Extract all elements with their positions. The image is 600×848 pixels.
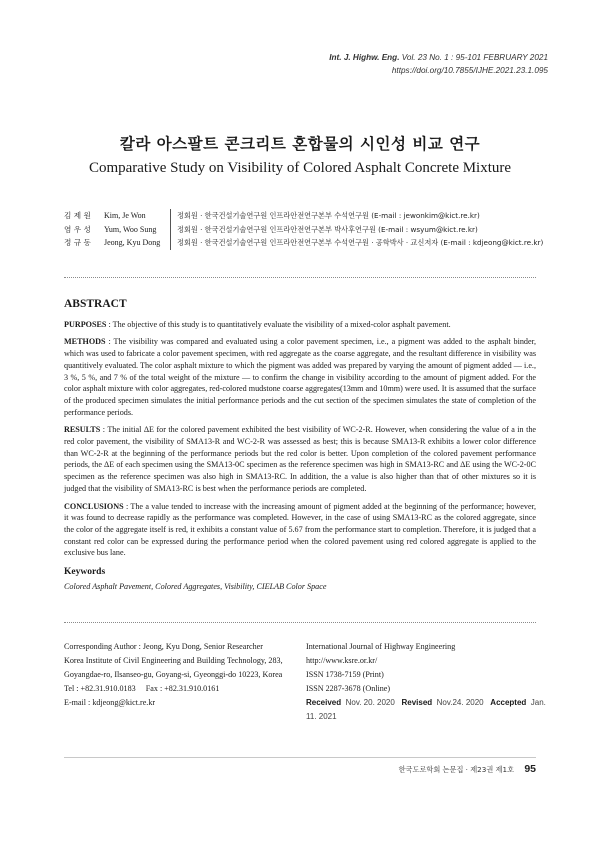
purposes-paragraph	[64, 319, 536, 331]
author-divider	[170, 236, 171, 250]
journal-info-block	[306, 640, 546, 724]
author-row	[64, 236, 543, 250]
author-name-en: Jeong, Kyu Dong	[104, 238, 161, 247]
received-date: Nov. 20. 2020	[345, 698, 395, 707]
section-divider	[64, 277, 536, 278]
section-divider	[64, 622, 536, 623]
purposes-label: PURPOSES	[64, 319, 107, 329]
methods-text: : The visibility was compared and evaluated using a color pavement specimen, i.e., a pigment was added to the asphalt binder, which was used to fabricate a color pavement specimen, with red aggregate as the coarse aggregate, and the resultant difference in visibility was quantitively evaluated. The color asphalt mixture to which the pigment was added was prepared by varying the amount of pigment added — i.e., 3 %, 5 %, and 7 % of the total weight of the mixture — to confirm the change in visibility according to the amount of pigment added. For the color asphalt mixture with color aggregates, red-colored mudstone coarse aggregates(13mm and 10mm) were used. It is assumed that the surface of the produced specimen simulates the initial performance periods and the cut section of the specimen simulates the state of completion of the performance periods.	[64, 337, 536, 417]
abstract-heading: ABSTRACT	[64, 298, 127, 310]
author-name-ko: 염 우 성	[64, 224, 91, 234]
volume-info: Vol. 23 No. 1 : 95-101 FEBRUARY 2021	[401, 53, 548, 62]
methods-label: METHODS	[64, 337, 106, 347]
accepted-date: Jan. 11. 2021	[306, 698, 546, 721]
journal-header	[329, 52, 548, 77]
title-english: Comparative Study on Visibility of Colored Asphalt Concrete Mixture	[88, 160, 512, 176]
author-row	[64, 209, 543, 223]
results-paragraph	[64, 424, 536, 494]
purposes-text: : The objective of this study is to quantitatively evaluate the visibility of a mixed-color asphalt pavement.	[106, 319, 451, 329]
conclusions-text: : The a value tended to increase with the increasing amount of pigment added at the beginning of the performance; however, it was found to decrease rapidly as the performance was completed. However, in the case of using SMA13-RC as the colored aggregate, since the color of the aggregate itself is red, it exhibits a constant value of 5.67 from the performance start to completion. Therefore, it is judged that a constant red color can be expressed during the performance period when the colored pavement using red colored aggregate is applied to the exclusive bus lane.	[64, 501, 536, 558]
page-number: 95	[524, 763, 536, 775]
journal-url[interactable]: http://www.ksre.or.kr/	[306, 656, 378, 665]
revised-label: Revised	[401, 698, 433, 707]
page-footer	[399, 763, 536, 775]
received-label: Received	[306, 698, 342, 707]
keywords-text: Colored Asphalt Pavement, Colored Aggregates, Visibility, CIELAB Color Space	[64, 581, 327, 591]
address-line: Korea Institute of Civil Engineering and Building Technology, 283,	[64, 656, 283, 665]
abstract-section	[64, 299, 536, 592]
footer-divider	[64, 757, 536, 758]
issn-online: ISSN 2287-3678 (Online)	[306, 684, 391, 693]
author-affiliation: 정회원 · 한국건설기술연구원 인프라안전연구본부 수석연구원 · 공학박사 · 교신저자 (E-mail : kdjeong@kict.re.kr)	[177, 238, 544, 247]
footer-journal: 한국도로학회 논문집 · 제23권 제1호	[398, 765, 515, 774]
journal-name: International Journal of Highway Engineering	[306, 642, 456, 651]
accepted-label: Accepted	[490, 698, 527, 707]
author-affiliation: 정회원 · 한국건설기술연구원 인프라안전연구본부 수석연구원 (E-mail : jewonkim@kict.re.kr)	[177, 211, 480, 220]
author-name-en: Yum, Woo Sung	[104, 224, 157, 234]
methods-paragraph	[64, 336, 536, 418]
author-name-ko: 정 규 동	[64, 238, 91, 247]
email[interactable]: E-mail : kdjeong@kict.re.kr	[64, 698, 156, 707]
author-divider	[170, 223, 171, 237]
author-name-ko: 김 제 원	[64, 211, 91, 220]
address-line: Goyangdae-ro, Ilsanseo-gu, Goyang-si, Gyeonggi-do 10223, Korea	[64, 670, 283, 679]
correspondence-block	[64, 640, 294, 710]
doi-link[interactable]: https://doi.org/10.7855/IJHE.2021.23.1.095	[391, 65, 548, 75]
conclusions-label: CONCLUSIONS	[64, 501, 124, 511]
author-name-en: Kim, Je Won	[104, 211, 146, 220]
tel-fax: Tel : +82.31.910.0183 Fax : +82.31.910.0161	[64, 684, 220, 693]
submission-dates	[306, 696, 546, 724]
conclusions-paragraph	[64, 501, 536, 560]
results-text: : The initial ΔE for the colored pavement exhibited the best visibility of WC-2-R. However, when considering the value of a in the red color pavement, the visibility of SMA13-R and WC-2-R was assessed as best; this is because SMA13-R exhibits a lower color difference than WC-2-R at the beginning of the performance periods but the red color is better. Upon completion of the colored pavement performance periods, the ΔE of each specimen using the SMA13-0C specimen as the reference specimen was high in SMA13-RC and ΔE using the WC-2-0C specimen as the reference specimen was also high in SMA13-RC. In addition, the a value is also higher than that of other mixtures so it is judged that the visibility of SMA13-RC is best when the performance periods are completed.	[64, 425, 536, 493]
revised-date: Nov.24. 2020	[436, 698, 484, 707]
corresponding-author: Corresponding Author : Jeong, Kyu Dong, Senior Researcher	[64, 642, 263, 651]
author-affiliation: 정회원 · 한국건설기술연구원 인프라안전연구본부 박사후연구원 (E-mail : wsyum@kict.re.kr)	[177, 224, 478, 234]
issn-print: ISSN 1738-7159 (Print)	[306, 670, 384, 679]
keywords-heading: Keywords	[64, 567, 106, 578]
author-divider	[170, 209, 171, 223]
author-row	[64, 223, 543, 237]
title-korean: 칼라 아스팔트 콘크리트 혼합물의 시인성 비교 연구	[119, 135, 481, 153]
journal-abbrev: Int. J. Highw. Eng.	[329, 53, 400, 62]
author-list	[64, 209, 543, 250]
results-label: RESULTS	[64, 425, 101, 435]
